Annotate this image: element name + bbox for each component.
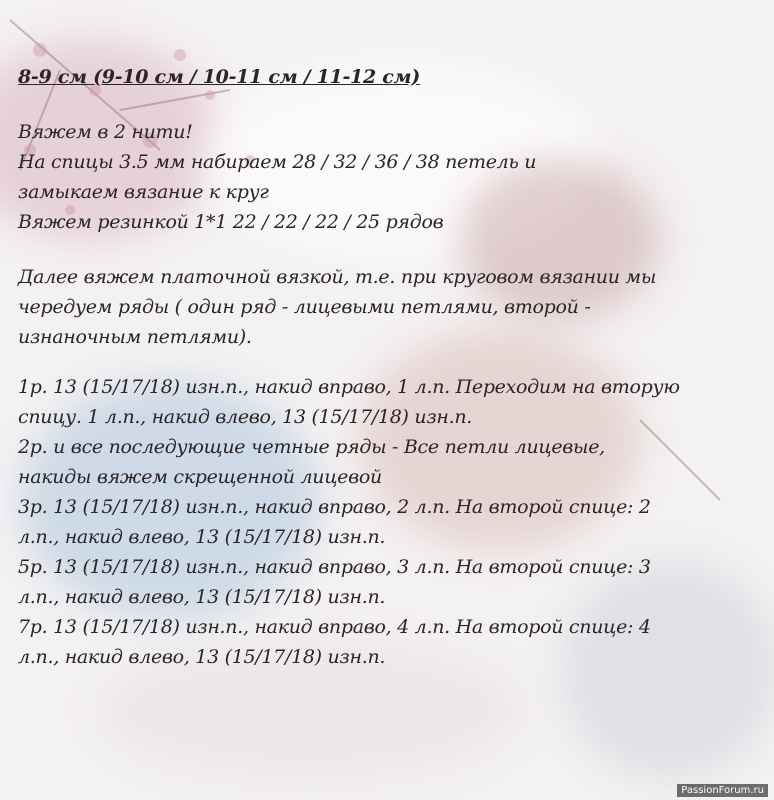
text-line: 3р. 13 (15/17/18) изн.п., накид вправо, 2 л.п. На второй спице: 2 (18, 496, 651, 518)
size-title: 8-9 см (9-10 см / 10-11 см / 11-12 см) (18, 66, 420, 88)
text-line: л.п., накид влево, 13 (15/17/18) изн.п. (18, 586, 386, 608)
site-watermark: PassionForum.ru (677, 784, 768, 797)
text-line: чередуем ряды ( один ряд - лицевыми петлями, второй - (18, 296, 591, 318)
text-line: Далее вяжем платочной вязкой, т.е. при круговом вязании мы (18, 266, 657, 288)
text-line: Вяжем резинкой 1*1 22 / 22 / 22 / 25 рядов (18, 211, 444, 233)
text-line: л.п., накид влево, 13 (15/17/18) изн.п. (18, 526, 386, 548)
text-line: изнаночным петлями). (18, 326, 252, 348)
text-line: спицу. 1 л.п., накид влево, 13 (15/17/18) изн.п. (18, 406, 473, 428)
text-line: 1р. 13 (15/17/18) изн.п., накид вправо, 1 л.п. Переходим на вторую (18, 376, 680, 398)
text-line: замыкаем вязание к круг (18, 181, 269, 203)
text-line: 7р. 13 (15/17/18) изн.п., накид вправо, 4 л.п. На второй спице: 4 (18, 616, 651, 638)
text-line: накиды вяжем скрещенной лицевой (18, 466, 382, 488)
pattern-text (18, 62, 758, 672)
text-line: 2р. и все последующие четные ряды - Все петли лицевые, (18, 436, 605, 458)
text-line: л.п., накид влево, 13 (15/17/18) изн.п. (18, 646, 386, 668)
text-line: 5р. 13 (15/17/18) изн.п., накид вправо, 3 л.п. На второй спице: 3 (18, 556, 651, 578)
text-line: На спицы 3.5 мм набираем 28 / 32 / 36 / 38 петель и (18, 151, 537, 173)
text-line: Вяжем в 2 нити! (18, 121, 193, 143)
